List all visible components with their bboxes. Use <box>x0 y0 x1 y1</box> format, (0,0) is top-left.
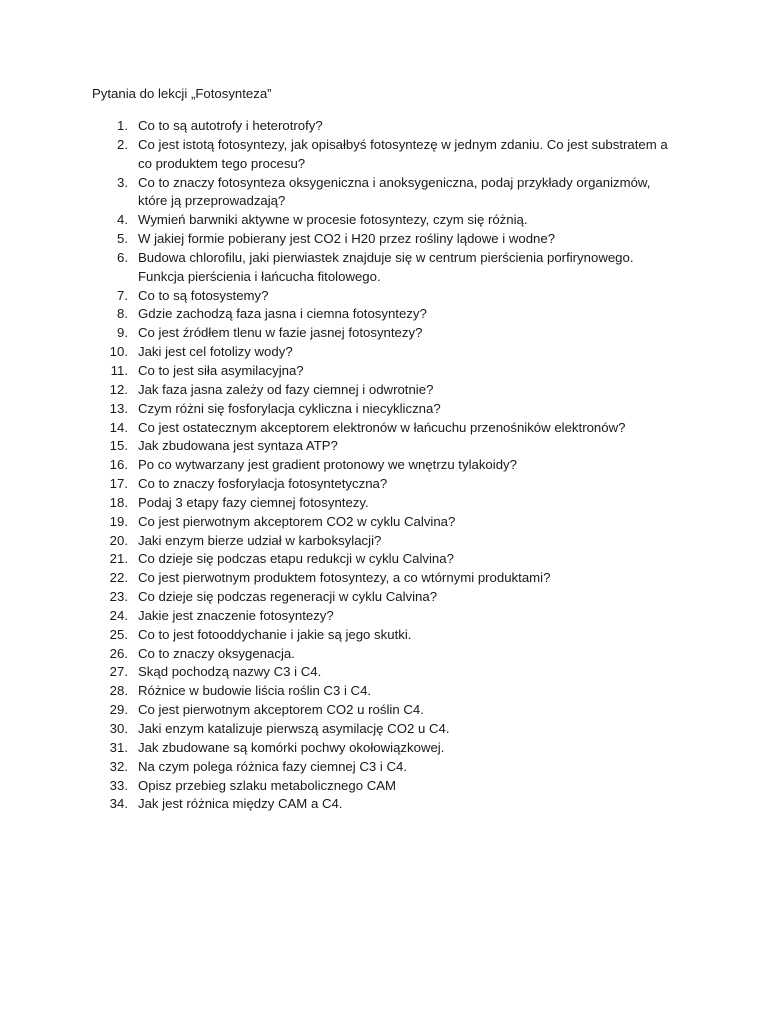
question-text: Jak zbudowane są komórki pochwy okołowiązkowej. <box>138 739 445 755</box>
question-item <box>92 136 692 174</box>
question-number: 14. <box>109 419 128 435</box>
question-text: Opisz przebieg szlaku metabolicznego CAM <box>138 777 397 793</box>
question-item <box>92 343 692 362</box>
question-item <box>92 739 692 758</box>
question-item <box>92 513 692 532</box>
question-number: 32. <box>109 758 128 774</box>
question-number: 23. <box>109 589 128 605</box>
question-text: Podaj 3 etapy fazy ciemnej fotosyntezy. <box>138 494 369 510</box>
question-number: 7. <box>117 287 128 303</box>
question-text: Co jest źródłem tlenu w fazie jasnej fotosyntezy? <box>138 325 423 341</box>
question-text: Co dzieje się podczas etapu redukcji w cyklu Calvina? <box>138 551 454 567</box>
question-item <box>92 437 692 456</box>
question-text: Co to jest fotooddychanie i jakie są jego skutki. <box>138 626 412 642</box>
question-text: Co to znaczy fosforylacja fotosyntetyczna? <box>138 476 388 492</box>
question-item <box>92 475 692 494</box>
question-number: 31. <box>109 739 128 755</box>
question-number: 10. <box>109 344 128 360</box>
question-number: 17. <box>109 476 128 492</box>
question-item <box>92 532 692 551</box>
question-number: 12. <box>109 381 128 397</box>
question-number: 21. <box>109 551 128 567</box>
question-text: Jaki enzym katalizuje pierwszą asymilację CO2 u C4. <box>138 721 450 736</box>
question-text: Jak zbudowana jest syntaza ATP? <box>138 438 338 454</box>
question-text: Jak jest różnica między CAM a C4. <box>138 796 343 812</box>
question-text: Co to są autotrofy i heterotrofy? <box>138 118 323 133</box>
question-text: Co jest pierwotnym produktem fotosyntezy, a co wtórnymi produktami? <box>138 570 551 586</box>
question-text: Czym różni się fosforylacja cykliczna i niecykliczna? <box>138 400 441 416</box>
question-item <box>92 682 692 701</box>
question-item <box>92 400 692 419</box>
question-number: 18. <box>109 494 128 510</box>
question-item <box>92 117 692 136</box>
question-text: Co to znaczy fotosynteza oksygeniczna i anoksygeniczna, podaj przykłady organizmów, które ją przeprowadzają? <box>138 174 651 209</box>
question-text: Na czym polega różnica fazy ciemnej C3 i C4. <box>138 758 407 774</box>
question-item <box>92 626 692 645</box>
question-item <box>92 701 692 720</box>
question-text: Gdzie zachodzą faza jasna i ciemna fotosyntezy? <box>138 306 427 322</box>
question-text: Co to są fotosystemy? <box>138 287 269 303</box>
question-text: Co jest istotą fotosyntezy, jak opisałbyś fotosyntezę w jednym zdaniu. Co jest substratem a co produktem tego procesu? <box>138 136 668 171</box>
question-text: Jakie jest znaczenie fotosyntezy? <box>138 607 334 623</box>
question-text: Jaki enzym bierze udział w karboksylacji? <box>138 532 382 548</box>
question-item <box>92 174 692 212</box>
question-item <box>92 663 692 682</box>
question-text: Budowa chlorofilu, jaki pierwiastek znajduje się w centrum pierścienia porfirynowego. Funkcja pierścienia i łańcucha fitolowego. <box>138 249 634 284</box>
question-text: Po co wytwarzany jest gradient protonowy we wnętrzu tylakoidy? <box>138 457 517 473</box>
question-number: 34. <box>109 796 128 812</box>
question-item <box>92 230 692 249</box>
question-item <box>92 287 692 306</box>
question-number: 15. <box>109 438 128 454</box>
question-text: Co jest pierwotnym akceptorem CO2 w cyklu Calvina? <box>138 513 456 529</box>
question-item <box>92 305 692 324</box>
question-item <box>92 362 692 381</box>
question-text: Jak faza jasna zależy od fazy ciemnej i odwrotnie? <box>138 381 434 397</box>
question-number: 2. <box>117 136 128 152</box>
question-number: 4. <box>117 212 128 228</box>
question-text: Co jest ostatecznym akceptorem elektronów w łańcuchu przenośników elektronów? <box>138 419 626 435</box>
question-list <box>92 117 692 814</box>
question-item <box>92 494 692 513</box>
question-number: 11. <box>110 362 128 378</box>
question-number: 16. <box>109 457 128 473</box>
question-text: W jakiej formie pobierany jest CO2 i H20 przez rośliny lądowe i wodne? <box>138 231 556 247</box>
question-number: 30. <box>109 721 128 736</box>
question-number: 13. <box>109 400 128 416</box>
question-item <box>92 569 692 588</box>
question-text: Różnice w budowie liścia roślin C3 i C4. <box>138 683 372 699</box>
question-item <box>92 381 692 400</box>
question-item <box>92 607 692 626</box>
question-item <box>92 324 692 343</box>
question-number: 29. <box>109 702 128 718</box>
question-item <box>92 550 692 569</box>
question-number: 5. <box>117 231 128 247</box>
question-number: 22. <box>109 570 128 586</box>
question-number: 20. <box>109 532 128 548</box>
question-item <box>92 720 692 739</box>
question-number: 33. <box>109 777 128 793</box>
question-text: Co to jest siła asymilacyjna? <box>138 362 304 378</box>
question-number: 3. <box>117 174 128 190</box>
question-item <box>92 211 692 230</box>
question-item <box>92 777 692 796</box>
question-number: 27. <box>109 664 128 680</box>
question-item <box>92 419 692 438</box>
question-number: 19. <box>109 513 128 529</box>
question-item <box>92 795 692 814</box>
question-text: Jaki jest cel fotolizy wody? <box>138 344 293 360</box>
document-title: Pytania do lekcji „Fotosynteza” <box>92 86 272 101</box>
question-text: Co dzieje się podczas regeneracji w cyklu Calvina? <box>138 589 438 605</box>
question-number: 25. <box>109 626 128 642</box>
question-item <box>92 588 692 607</box>
question-text: Co to znaczy oksygenacja. <box>138 645 295 661</box>
question-number: 8. <box>117 306 128 322</box>
question-number: 9. <box>117 325 128 341</box>
question-text: Wymień barwniki aktywne w procesie fotosyntezy, czym się różnią. <box>138 212 528 228</box>
question-text: Skąd pochodzą nazwy C3 i C4. <box>138 664 322 680</box>
question-number: 24. <box>109 607 128 623</box>
question-item <box>92 249 692 287</box>
question-item <box>92 456 692 475</box>
question-number: 28. <box>109 683 128 699</box>
question-item <box>92 645 692 664</box>
question-number: 1. <box>117 118 128 133</box>
question-text: Co jest pierwotnym akceptorem CO2 u roślin C4. <box>138 702 424 718</box>
question-number: 6. <box>117 249 128 265</box>
question-item <box>92 758 692 777</box>
question-number: 26. <box>109 645 128 661</box>
